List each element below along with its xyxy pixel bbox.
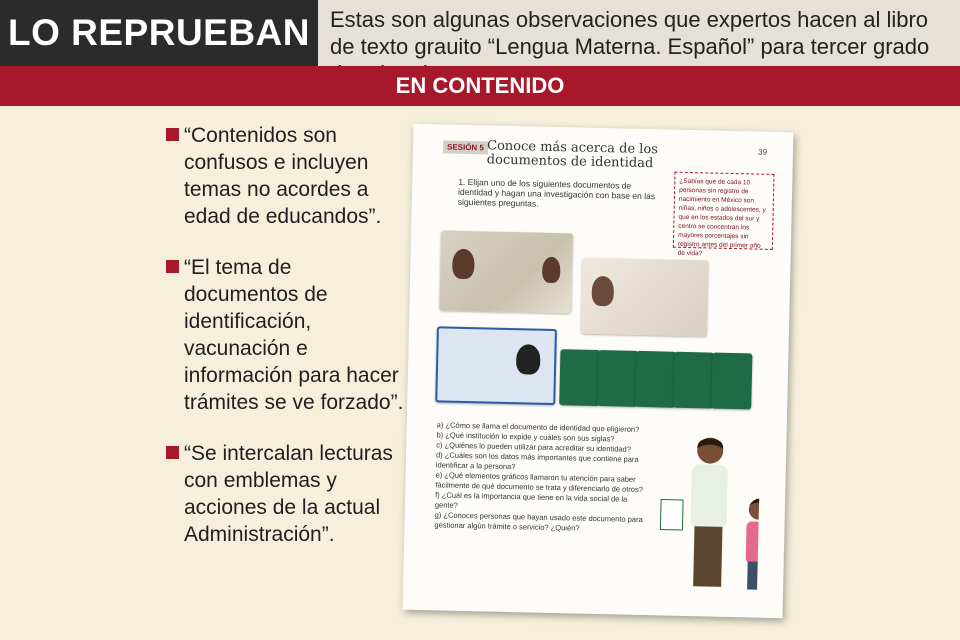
intro-text: Estas son algunas observaciones que expertos hacen al libro de texto grauito “Lengua Materna. Español” para tercer grado [330,7,930,59]
vaccination-card-image [559,349,600,406]
portrait-icon [591,276,614,306]
question-item: e) ¿Qué elementos gráficos llamaron tu atención para saber fácilmente de qué documento se trata y diferenciarlo de otros? [435,470,644,495]
question-item: b) ¿Qué institución lo expide y cuáles son sus siglas? [436,430,615,444]
question-item: d) ¿Cuáles son los datos más importantes que contiene para identificar a la persona? [435,450,639,472]
question-item: f) ¿Cuál es la importancia que tiene en la vida social de la gente? [434,490,628,510]
textbook-page-title: Conoce más acerca de los documentos de identidad [486,138,659,172]
section-band [0,66,960,106]
school-id-card-image [435,326,557,405]
instruction-text: 1. Elijan uno de los siguientes documentos de identidad y hagan una investigación con base en las siguientes preguntas. [457,176,656,209]
vaccination-card-image [711,353,752,410]
quote-item [166,122,406,230]
quote-text: “El tema de documentos de identificación, vacunación e información para hacer trámites se ve forzado”. [184,256,404,414]
question-item: c) ¿Quiénes lo pueden utilizar para acreditar su identidad? [436,440,632,454]
page-number: 39 [757,147,768,157]
bullet-square-icon [166,446,179,459]
header [0,0,960,66]
man-and-boy-illustration [617,429,761,602]
vaccination-card-image [673,352,714,409]
textbook-page-image [403,124,794,618]
title-box [0,0,318,66]
question-item: g) ¿Conoces personas que hayan usado este documento para gestionar algún trámite o servicio? ¿Quién? [434,510,643,533]
silhouette-icon [516,344,541,375]
session-tag: SESIÓN 5 [443,140,488,154]
question-item: a) ¿Cómo se llama el documento de identidad que eligieron? [436,420,640,434]
quote-text: “Contenidos son confusos e incluyen temas no acordes a edad de educandos”. [184,124,382,228]
quote-item [166,440,406,548]
did-you-know-box: ¿Sabías que de cada 10 personas sin registro de nacimiento en México son niñas, niños o adolescentes, y que en los estados del sur y centro se concentran los mayores porcentajes sin registro antes del primer año de vida? [673,172,775,250]
vaccination-card-image [597,350,638,407]
quote-item [166,254,406,416]
section-label: EN CONTENIDO [395,73,565,98]
quotes-list [166,122,406,572]
license-card-image [581,258,709,337]
bullet-square-icon [166,128,179,141]
bullet-square-icon [166,260,179,273]
headline: LO REPRUEBAN [7,12,311,53]
vaccination-card-image [635,351,676,408]
quote-text: “Se intercalan lecturas con emblemas y acciones de la actual Administración”. [184,442,393,546]
portrait-icon [542,257,561,283]
ine-card-image [439,230,573,313]
portrait-icon [452,249,475,279]
questions-list [434,420,646,535]
